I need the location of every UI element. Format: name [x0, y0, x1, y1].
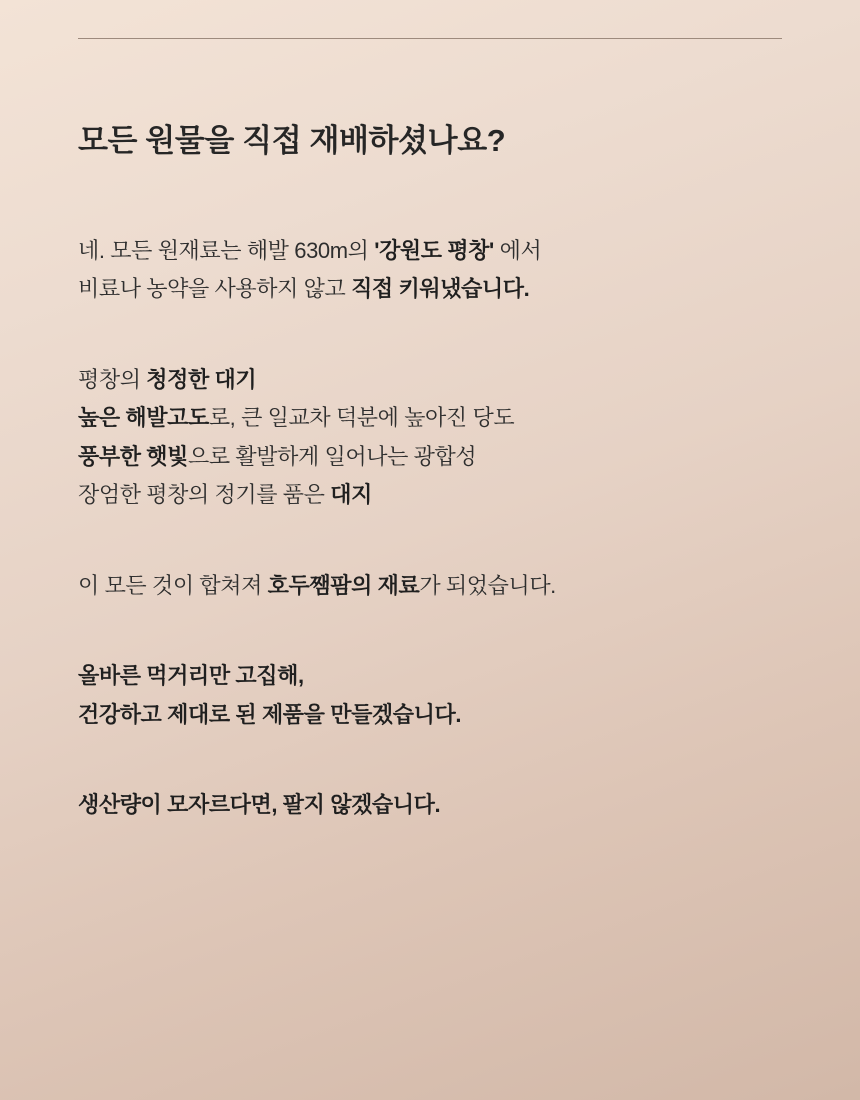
feature-air-emphasis: 청정한 대기	[146, 366, 257, 392]
intro-line-1-text-b: 에서	[493, 237, 542, 263]
feature-land-text: 장엄한 평창의 정기를 품은	[78, 482, 331, 508]
intro-paragraph	[78, 232, 788, 309]
feature-sunlight-text: 으로 활발하게 일어나는 광합성	[187, 443, 477, 469]
promise-line-2: 건강하고 제대로 된 제품을 만들겠습니다.	[78, 701, 462, 727]
result-text-b: 가 되었습니다.	[419, 572, 556, 598]
result-emphasis: 호두쨈팜의 재료	[267, 572, 420, 598]
feature-line-altitude	[78, 399, 788, 438]
feature-sunlight-emphasis: 풍부한 햇빛	[78, 443, 188, 469]
intro-line-2	[78, 270, 788, 309]
feature-air-text-a: 평창의	[78, 366, 147, 392]
intro-line-1-text-a: 네. 모든 원재료는 해발 630m의	[78, 237, 375, 263]
result-line	[78, 567, 788, 606]
feature-line-sunlight	[78, 438, 788, 477]
result-text-a: 이 모든 것이 합쳐져	[78, 572, 268, 598]
feature-altitude-emphasis: 높은 해발고도	[78, 405, 209, 431]
intro-line-2-text-a: 비료나 농약을 사용하지 않고	[78, 276, 352, 302]
feature-altitude-text: 로, 큰 일교차 덕분에 높아진 당도	[208, 405, 515, 431]
intro-line-2-emphasis: 직접 키워냈습니다.	[351, 276, 530, 302]
result-paragraph	[78, 567, 788, 606]
feature-line-air	[78, 361, 788, 400]
story-content	[78, 120, 788, 877]
feature-line-land	[78, 476, 788, 515]
closing-line-1: 생산량이 모자르다면, 팔지 않겠습니다.	[78, 792, 441, 818]
features-paragraph	[78, 361, 788, 515]
promise-line-1: 올바른 먹거리만 고집해,	[78, 663, 304, 689]
closing-paragraph	[78, 786, 788, 825]
intro-line-1	[78, 232, 788, 271]
page-title: 모든 원물을 직접 재배하셨나요?	[78, 123, 506, 158]
promise-paragraph	[78, 657, 788, 734]
top-divider	[78, 38, 782, 39]
intro-line-1-emphasis: '강원도 평창'	[374, 237, 494, 263]
feature-land-emphasis: 대지	[330, 482, 372, 508]
